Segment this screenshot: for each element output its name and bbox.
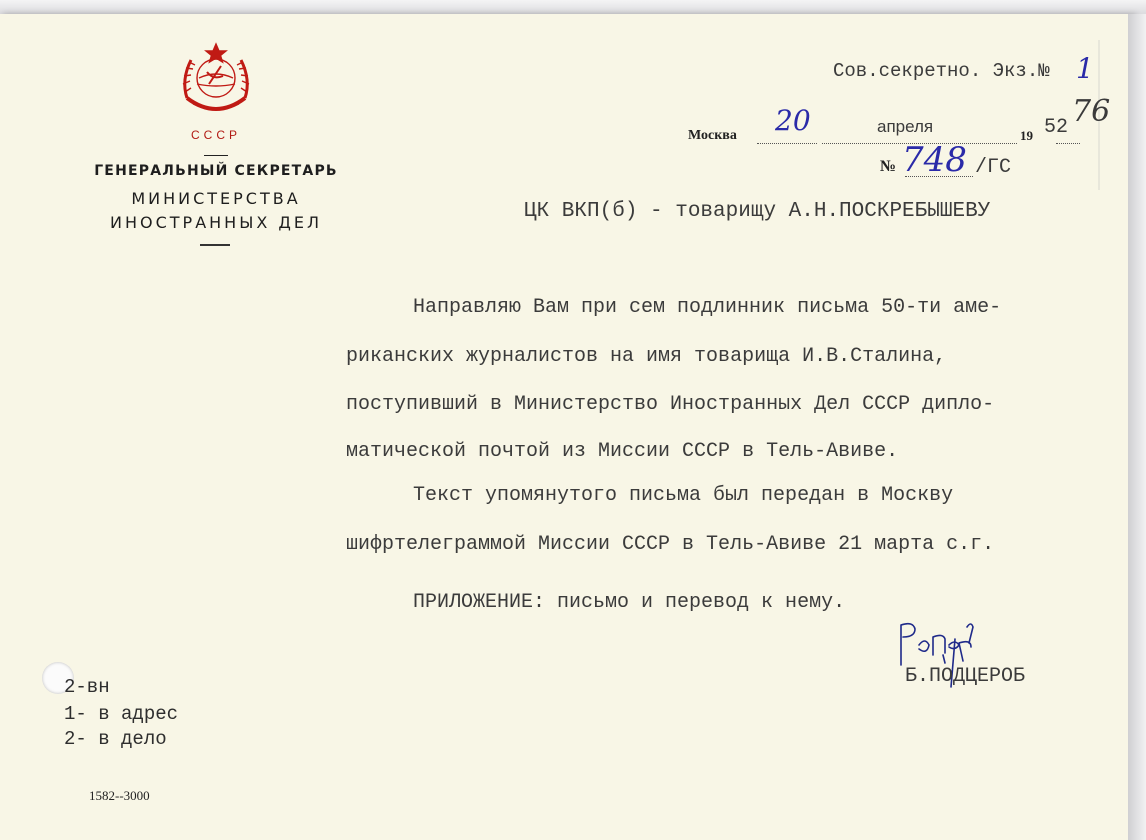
page-edge [1128,14,1146,840]
dateline-day-rule [757,143,817,144]
distribution-line: 1- в адрес [64,703,179,725]
dateline-year-suffix: 52 [1044,116,1069,139]
reference-label: № [880,158,897,175]
dateline-year-rule [1056,143,1080,144]
reference-suffix: /ГС [975,156,1012,179]
reference-number: 748 [902,140,967,180]
body-line: матической почтой из Миссии СССР в Тель-Авиве. [346,440,899,463]
letterhead-title-line-2: МИНИСТЕРСТВА [131,189,301,208]
handwritten-mark: 76 [1072,94,1111,129]
addressee: ЦК ВКП(б) - товарищу А.Н.ПОСКРЕБЫШЕВУ [524,200,991,223]
ussr-state-emblem-icon [173,40,259,126]
divider [200,244,230,246]
dateline-city: Москва [688,128,737,143]
body-line: поступивший в Министерство Иностранных Дел СССР дипло- [346,393,995,416]
distribution-line: 2-вн [64,676,110,698]
body-line: Направляю Вам при сем подлинник письма 50-ти аме- [413,296,1002,319]
dateline-month: апреля [877,117,934,136]
form-code: 1582--3000 [89,788,150,803]
attachment-line: ПРИЛОЖЕНИЕ: письмо и перевод к нему. [413,591,846,614]
classification-label: Сов.секретно. Экз.№ [833,60,1050,82]
signatory-name: Б.ПОДЦЕРОБ [905,665,1026,688]
letterhead-title-line-1: ГЕНЕРАЛЬНЫЙ СЕКРЕТАРЬ [94,163,338,179]
body-line: Текст упомянутого письма был передан в Москву [413,484,954,507]
body-line: шифртелеграммой Миссии СССР в Тель-Авиве 21 марта с.г. [346,533,995,556]
scanner-background [0,0,1146,14]
dateline-year-prefix: 19 [1020,128,1033,143]
letterhead-title-line-3: ИНОСТРАННЫХ ДЕЛ [110,213,322,232]
distribution-line: 2- в дело [64,728,167,750]
body-line: риканских журналистов на имя товарища И.В.Сталина, [346,345,947,368]
copy-number: 1 [1076,52,1094,85]
dateline-day: 20 [775,104,811,137]
letterhead-country: СССР [190,128,241,142]
divider [204,155,228,156]
